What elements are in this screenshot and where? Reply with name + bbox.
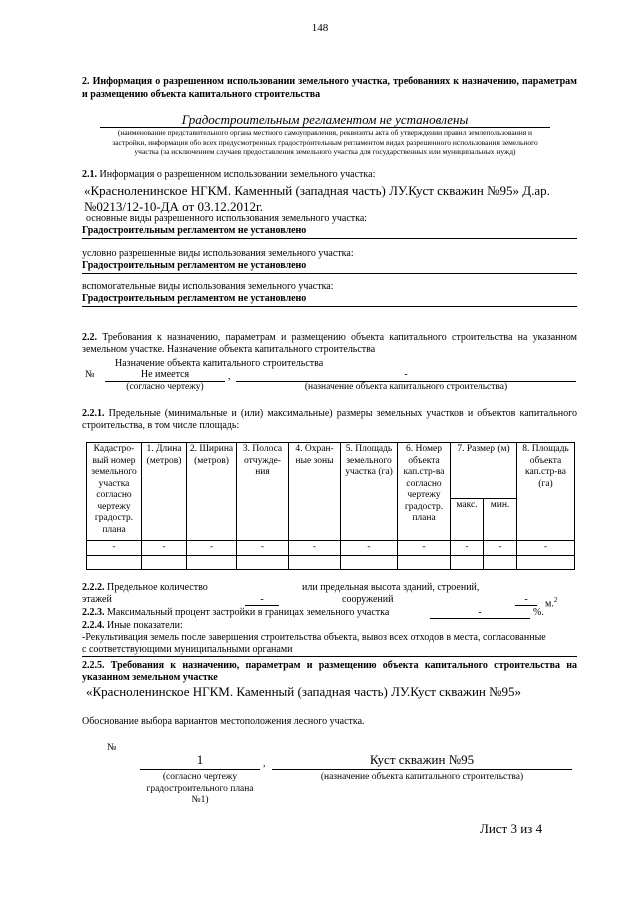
height-value: - — [524, 594, 528, 605]
section-2-2-2-label: 2.2.2. — [82, 582, 105, 593]
parameters-table — [86, 442, 575, 570]
aux-uses-value: Градостроительным регламентом не установлено — [82, 293, 307, 304]
header-protected-zones: 4. Охран-ные зоны — [289, 443, 341, 541]
building-percent-unit: %. — [533, 607, 544, 618]
section-2-2-label: 2.2. — [82, 332, 97, 343]
section-2-1-label: 2.1. — [82, 169, 97, 180]
s22-name-value: - — [404, 369, 408, 380]
section-2-2-2-text2: или предельная высота зданий, строений, — [302, 582, 480, 593]
forest-justification: Обоснование выбора вариантов местоположения лесного участка. — [82, 716, 365, 727]
header-width: 2. Ширина (метров) — [187, 443, 237, 541]
conditional-uses-value: Градостроительным регламентом не установлено — [82, 260, 307, 271]
section-2-2-5: 2.2.5. Требования к назначению, параметрам и размещению объекта капитального строительства на указанном земельном участке — [82, 660, 578, 683]
section-2-1 — [82, 169, 577, 181]
section-2-2-2: 2.2.2. Предельное количество — [82, 582, 208, 593]
s22-num-caption: (согласно чертежу) — [126, 382, 204, 392]
floors-label: этажей — [82, 594, 112, 605]
aux-uses-label: вспомогательные виды использования земельного участка: — [82, 281, 334, 292]
bottom-no-symbol: № — [107, 742, 117, 753]
header-land-area: 5. Площадь земельного участка (га) — [341, 443, 398, 541]
section-2-2-1-text: Предельные (минимальные и (или) максимальные) размеры земельных участков и объектов капитального строительства, в том числе площадь: — [82, 408, 577, 431]
header-object-area: 8. Площадь объекта кап.стр-ва (га) — [517, 443, 575, 541]
no-symbol: № — [85, 369, 95, 380]
section-2-2-3: 2.2.3. Максимальный процент застройки в границах земельного участка — [82, 607, 390, 618]
header-length: 1. Длина (метров) — [142, 443, 187, 541]
building-percent-value: - — [478, 607, 482, 618]
bottom-num-value: 1 — [196, 752, 204, 767]
section-2-2-1 — [82, 408, 577, 432]
table-row: - - - - - - - - - - — [87, 541, 575, 556]
gradreg-note: (наименование представительного органа местного самоуправления, реквизиты акта об утверждении правил землепользования и застройки, информация обо всех предусмотренных градостроительным регламентом видах разрешенного использования земельного участка (за исключением случаев предоставления земельного участка для государственных или муниципальных нужд) — [112, 128, 538, 156]
document-page: 148 2. Информация о разрешенном использовании земельного участка, требованиях к назначению, параметрам и размещению объекта капитального строительства Градостроительным регламентом не установлены (наименование представительного органа местного самоуправления, реквизиты акта об утверждении правил землепользования и застройки, информация обо всех предусмотренных градостроительным регламентом видах разрешенного использования земельного участка (за исключением случаев предоставления земельного участка для государственных или муниципальных нужд) 2.1. Информация о разрешенном использовании земельного участка: «Красноленинское НГКМ. Каменный (западная часть) ЛУ.Куст скважин №95» Д.ар. №0213/12-10-ДА от 03.12.2012г. основные виды разрешенного использования земельного участка: Градостроительным регламентом не установлено условно разрешенные виды использования земельного участка: Градостроительным регламентом не установлено вспомогательные виды использования земельного участка: Градостроительным регламентом не установлено 2.2. Требования к назначению, параметрам и размещению объекта капитального строительства на указанном земельном участке. Назначение объекта капитального строительства Назначение объекта капитального строительства № Не имеется , - (согласно чертежу) (назначение объекта капитального строительства) 2.2.1. Предельные (минимальные и (или) максимальные) размеры земельных участков и объектов капитального строительства, в том числе площадь: Кадастро-вый номер земельного участка согласно чертежу градостр. плана 1. Длина (метров) 2. Ширина (метров) 3. Полоса отчужде-ния 4. Охран-ные зоны 5. Площадь земельного участка (га) 6. Номер объекта кап.стр-ва согласно чертежу градостр. плана 7. Размер (м) 8. Площадь объекта кап.стр-ва (га) макс. мин. - - - - - - - - - - 2.2.2. Предельное количество или предельная высота зданий, строений, этажей - сооружений - м.$^2$ 2.2.3. Максимальный процент застройки в границах земельного участка - %. 2.2.4. Иные показатели: -Рекультивация земель после завершения строительства объекта, вывоз всех отходов в места, согласованные с соответствующими муниципальными органами 2.2.5. Требования к назначению, параметрам и размещению объекта капитального строительства на указанном земельном участке «Красноленинское НГКМ. Каменный (западная часть) ЛУ.Куст скважин №95» Обоснование выбора вариантов местоположения лесного участка. № 1 , Куст скважин №95 (согласно чертежу градостроительного плана №1) (назначение объекта капитального строительства) Лист 3 из 4 — [0, 0, 640, 905]
s22-name-caption: (назначение объекта капитального строительства) — [304, 382, 508, 392]
section-2-1-text: Информация о разрешенном использовании земельного участка: — [99, 169, 376, 180]
s22-num-value: Не имеется — [140, 369, 190, 380]
header-size: 7. Размер (м) — [451, 443, 517, 499]
header-max: макс. — [451, 499, 484, 541]
floors-value: - — [260, 594, 264, 605]
header-cadastral: Кадастро-вый номер земельного участка согласно чертежу градостр. плана — [87, 443, 142, 541]
sheet-number: Лист 3 из 4 — [480, 821, 543, 836]
bottom-name-caption: (назначение объекта капитального строительства) — [320, 772, 524, 782]
section-2-2-text: Требования к назначению, параметрам и размещению объекта капитального строительства на указанном земельном участке. Назначение объекта капитального строительства — [82, 332, 578, 355]
main-uses-value: Градостроительным регламентом не установлено — [82, 225, 307, 236]
conditional-uses-label: условно разрешенные виды использования земельного участка: — [82, 248, 354, 259]
gradreg-title: Градостроительным регламентом не установлены — [181, 112, 469, 127]
table-row-empty — [87, 555, 575, 569]
header-min: мин. — [484, 499, 517, 541]
header-object-number: 6. Номер объекта кап.стр-ва согласно чертежу градостр. плана — [398, 443, 451, 541]
main-uses-label: основные виды разрешенного использования земельного участка: — [86, 213, 368, 224]
page-number: 148 — [311, 22, 329, 34]
section-2-2-5-object: «Красноленинское НГКМ. Каменный (западная часть) ЛУ.Куст скважин №95» — [86, 684, 522, 699]
section-2-2-4: 2.2.4. Иные показатели: — [82, 620, 183, 631]
section-2-2-3-label: 2.2.3. — [82, 607, 105, 618]
object-name: «Красноленинское НГКМ. Каменный (западная часть) ЛУ.Куст скважин №95» Д.ар. №0213/12-10-ДА от 03.12.2012г. — [84, 183, 550, 214]
height-unit: м.$^2$ — [545, 596, 558, 610]
bottom-name-value: Куст скважин №95 — [369, 752, 475, 767]
structures-label: сооружений — [342, 594, 394, 605]
header-strip: 3. Полоса отчужде-ния — [237, 443, 289, 541]
other-indicators-value: -Рекультивация земель после завершения строительства объекта, вывоз всех отходов в места, согласованные с соответствующими муниципальными органами — [82, 632, 546, 655]
section-2-2-sub: Назначение объекта капитального строительства — [115, 358, 324, 369]
bottom-num-caption: (согласно чертежу градостроительного плана №1) — [146, 772, 254, 805]
section-2-2-1-label: 2.2.1. — [82, 408, 105, 419]
section-2-title: 2. Информация о разрешенном использовании земельного участка, требованиях к назначению, параметрам и размещению объекта капитального строительства — [82, 76, 577, 100]
section-2-2 — [82, 332, 577, 356]
section-2-2-4-label: 2.2.4. — [82, 620, 105, 631]
